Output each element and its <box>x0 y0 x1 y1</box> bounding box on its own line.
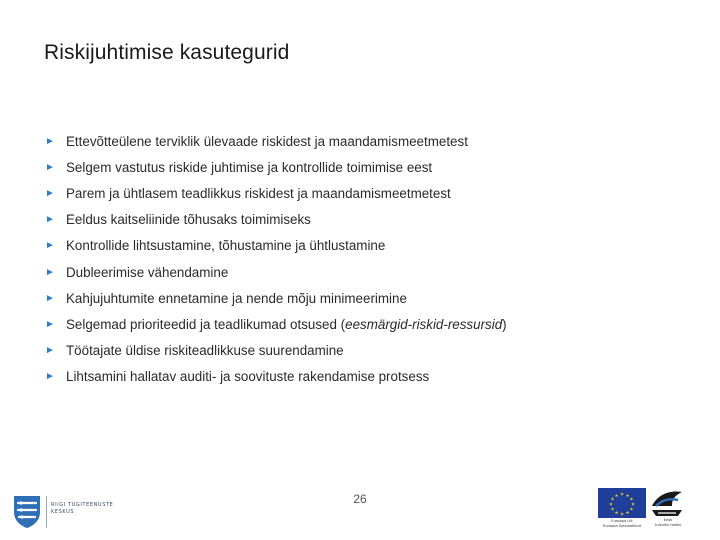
list-item <box>44 233 684 259</box>
svg-text:★: ★ <box>625 494 630 499</box>
ee-caption-line2: tuleviku heaks <box>654 522 682 527</box>
list-item <box>44 154 684 180</box>
list-item-italic-text: eesmärgid-riskid-ressursid <box>345 316 503 332</box>
list-item <box>44 207 684 233</box>
list-item <box>44 311 684 337</box>
bullet-arrow-icon: ► <box>45 161 55 173</box>
eu-logo-caption <box>598 519 646 528</box>
estonia-logo <box>648 486 688 530</box>
eu-caption-line1: Euroopa Liit <box>611 519 633 523</box>
svg-text:★: ★ <box>614 511 619 516</box>
estonia-logo-caption <box>648 518 688 527</box>
slide-title: Riskijuhtimise kasutegurid <box>44 41 290 64</box>
svg-text:★: ★ <box>608 502 614 508</box>
list-item-text: Parem ja ühtlasem teadlikkus riskidest ja maandamismeetmetest <box>66 185 451 201</box>
svg-text:★: ★ <box>629 497 634 503</box>
svg-text:★: ★ <box>614 494 619 499</box>
svg-text:★: ★ <box>625 511 630 516</box>
list-item <box>44 259 684 285</box>
list-item-text: Selgem vastutus riskide juhtimise ja kontrollide toimimise eest <box>66 159 433 175</box>
list-item <box>44 128 684 154</box>
eu-flag-icon <box>598 488 646 518</box>
rtk-logo-line2: KESKUS <box>51 509 75 515</box>
bullet-arrow-icon: ► <box>45 240 55 252</box>
list-item-text: Ettevõtteülene terviklik ülevaade riskidest ja maandamismeetmetest <box>66 133 468 149</box>
ee-caption-line1: Eesti <box>663 518 673 522</box>
list-item-text: Eeldus kaitseliinide tõhusaks toimimiseks <box>66 212 311 228</box>
list-item-text: Selgemad prioriteedid ja teadlikumad otsused ( <box>66 316 346 332</box>
eu-caption-line2: Euroopa Sotsiaalfond <box>602 523 642 528</box>
logo-divider <box>46 496 47 528</box>
list-item-text: Lihtsamini hallatav auditi- ja soovituste rakendamise protsess <box>66 369 430 385</box>
rtk-logo-line1: RIIGI TUGITEENUSTE <box>51 502 114 508</box>
bullet-arrow-icon: ► <box>45 135 55 147</box>
svg-text:★: ★ <box>629 507 634 513</box>
bullet-arrow-icon: ► <box>45 266 55 278</box>
list-item <box>44 180 684 206</box>
list-item-text: Kahjujuhtumite ennetamine ja nende mõju minimeerimine <box>66 290 407 306</box>
svg-text:★: ★ <box>610 507 615 513</box>
bullet-arrow-icon: ► <box>45 318 55 330</box>
bullet-arrow-icon: ► <box>45 345 55 357</box>
bullet-arrow-icon: ► <box>45 214 55 226</box>
benefits-list <box>44 128 684 390</box>
list-item-suffix: ) <box>502 316 507 332</box>
list-item-text: Dubleerimise vähendamine <box>66 264 229 280</box>
list-item <box>44 364 684 390</box>
list-item <box>44 285 684 311</box>
svg-text:★: ★ <box>610 497 615 503</box>
coat-of-arms-icon <box>12 494 42 530</box>
rtk-logo <box>12 492 122 532</box>
list-item-text: Töötajate üldise riskiteadlikkuse suurendamine <box>66 343 344 359</box>
page-number: 26 <box>353 492 367 506</box>
rtk-logo-text <box>51 502 113 516</box>
svg-text:★: ★ <box>619 492 625 498</box>
svg-text:★: ★ <box>630 502 636 508</box>
bullet-arrow-icon: ► <box>45 187 55 199</box>
estonia-future-swallow-icon <box>648 486 688 518</box>
bullet-arrow-icon: ► <box>45 371 55 383</box>
svg-text:★: ★ <box>619 512 625 518</box>
eu-logo <box>598 488 646 528</box>
list-item-text: Kontrollide lihtsustamine, tõhustamine ja ühtlustamine <box>66 238 386 254</box>
list-item <box>44 338 684 364</box>
bullet-arrow-icon: ► <box>45 292 55 304</box>
